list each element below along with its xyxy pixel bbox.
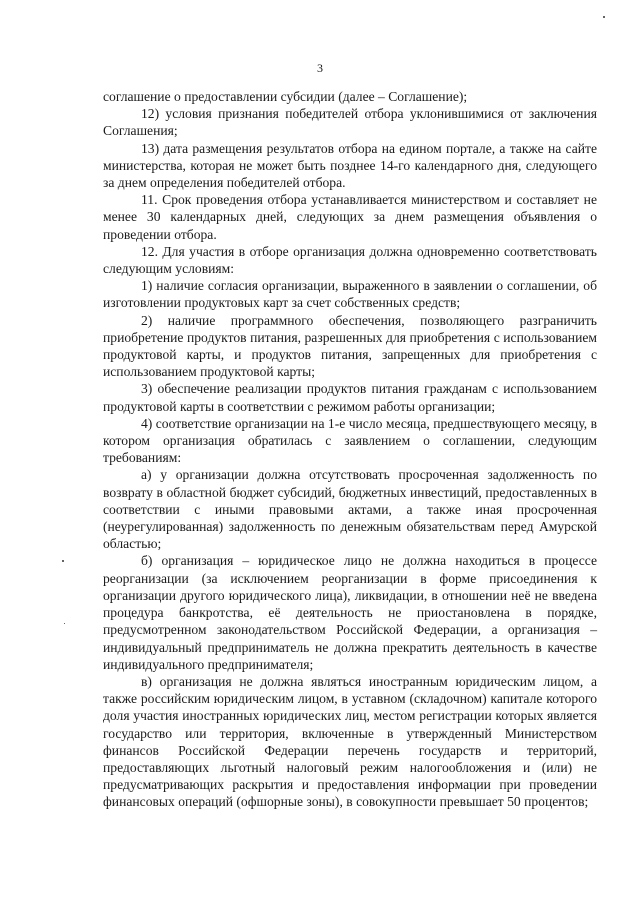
scan-speck — [62, 560, 64, 562]
paragraph: 1) наличие согласия организации, выраженного в заявлении о соглашении, об изготовлении продуктовых карт за счет собственных средств; — [103, 278, 597, 311]
paragraph: 11. Срок проведения отбора устанавливается министерством и составляет не менее 30 календарных дней, следующих за днем размещения объявления о проведении отбора. — [103, 192, 597, 242]
paragraph: 2) наличие программного обеспечения, позволяющего разграничить приобретение продуктов питания, разрешенных для приобретения с использованием продуктовой карты, и продуктов питания, запрещенных для приобретения с использованием продуктовой карты; — [103, 312, 597, 380]
paragraph: 12. Для участия в отборе организация должна одновременно соответствовать следующим условиям: — [103, 243, 597, 277]
paragraph: в) организация не должна являться иностранным юридическим лицом, а также российским юридическим лицом, в уставном (складочном) капитале которого доля участия иностранных юридических лиц, местом регистрации которых является государство или территория, включенные в утвержденный Министерством финансов Российской Федерации перечень государств и территорий, предоставляющих льготный налоговый режим налогообложения и (или) не предусматривающих раскрытия и предоставления информации при проведении финансовых операций (офшорные зоны), в совокупности превышает 50 процентов; — [103, 673, 597, 810]
scan-speck — [64, 623, 65, 624]
paragraph: 13) дата размещения результатов отбора на едином портале, а также на сайте министерства, которая не может быть позднее 14-го календарного дня, следующего за днем определения победителей отбора. — [103, 140, 597, 191]
scan-speck — [603, 16, 605, 18]
page-number: 3 — [317, 61, 323, 75]
paragraph: а) у организации должна отсутствовать просроченная задолженность по возврату в областной бюджет субсидий, бюджетных инвестиций, предоставленных в соответствии с иными правовыми актами, а также иная просроченная (неурегулированная) задолженность по денежным обязательствам перед Амурской областью; — [103, 467, 597, 552]
document-body — [103, 88, 597, 811]
paragraph: соглашение о предоставлении субсидии (далее – Соглашение); — [103, 89, 468, 104]
paragraph: 12) условия признания победителей отбора уклонившимися от заключения Соглашения; — [103, 106, 597, 139]
paragraph: 3) обеспечение реализации продуктов питания гражданам с использованием продуктовой карты в соответствии с режимом работы организации; — [103, 381, 597, 414]
paragraph: 4) соответствие организации на 1-е число месяца, предшествующего месяцу, в котором организация обратилась с заявлением о соглашении, следующим требованиям: — [103, 415, 597, 466]
paragraph: б) организация – юридическое лицо не должна находиться в процессе реорганизации (за исключением реорганизации в форме присоединения к организации другого юридического лица), ликвидации, в отношении неё не введена процедура банкротства, её деятельность не приостановлена в порядке, предусмотренном законодательством Российской Федерации, а организация – индивидуальный предприниматель не должна прекратить деятельность в качестве индивидуального предпринимателя; — [103, 553, 597, 672]
